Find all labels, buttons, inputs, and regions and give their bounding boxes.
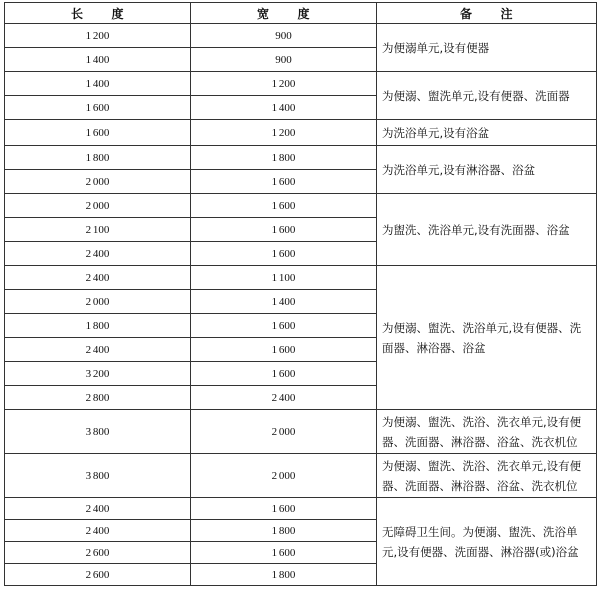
length-cell: 2 400 (5, 266, 191, 290)
length-cell: 2 000 (5, 170, 191, 194)
table-row (5, 24, 597, 48)
note-cell: 为便溺、盥洗、洗浴、洗衣单元,设有便器、洗面器、淋浴器、浴盆、洗衣机位 (377, 410, 597, 454)
table-row (5, 266, 597, 290)
table-row (5, 120, 597, 146)
width-cell: 1 600 (191, 242, 377, 266)
width-cell: 1 800 (191, 520, 377, 542)
length-cell: 3 800 (5, 454, 191, 498)
width-cell: 1 600 (191, 498, 377, 520)
width-cell: 1 400 (191, 290, 377, 314)
width-cell: 1 600 (191, 170, 377, 194)
length-cell: 3 200 (5, 362, 191, 386)
length-cell: 1 200 (5, 24, 191, 48)
header-row (5, 3, 597, 24)
table-body (5, 24, 597, 586)
note-cell: 为便溺单元,设有便器 (377, 24, 597, 72)
note-cell: 为便溺、盥洗、洗浴、洗衣单元,设有便器、洗面器、淋浴器、浴盆、洗衣机位 (377, 454, 597, 498)
width-cell: 900 (191, 48, 377, 72)
length-cell: 2 000 (5, 194, 191, 218)
length-cell: 2 400 (5, 338, 191, 362)
length-cell: 2 000 (5, 290, 191, 314)
width-cell: 900 (191, 24, 377, 48)
note-cell: 为盥洗、洗浴单元,设有洗面器、浴盆 (377, 194, 597, 266)
width-cell: 1 600 (191, 338, 377, 362)
length-cell: 2 100 (5, 218, 191, 242)
length-cell: 1 600 (5, 120, 191, 146)
width-cell: 1 600 (191, 218, 377, 242)
length-cell: 2 400 (5, 520, 191, 542)
header-length: 长 度 (5, 3, 191, 24)
note-cell: 为洗浴单元,设有浴盆 (377, 120, 597, 146)
length-cell: 1 400 (5, 48, 191, 72)
width-cell: 1 400 (191, 96, 377, 120)
table-row (5, 194, 597, 218)
width-cell: 1 800 (191, 564, 377, 586)
width-cell: 1 600 (191, 542, 377, 564)
width-cell: 1 600 (191, 362, 377, 386)
note-cell: 为便溺、盥洗、洗浴单元,设有便器、洗面器、淋浴器、浴盆 (377, 266, 597, 410)
length-cell: 2 600 (5, 542, 191, 564)
header-note: 备 注 (377, 3, 597, 24)
header-width: 宽 度 (191, 3, 377, 24)
length-cell: 1 600 (5, 96, 191, 120)
note-cell: 为洗浴单元,设有淋浴器、浴盆 (377, 146, 597, 194)
note-cell: 无障碍卫生间。为便溺、盥洗、洗浴单元,设有便器、洗面器、淋浴器(或)浴盆 (377, 498, 597, 586)
length-cell: 1 800 (5, 146, 191, 170)
length-cell: 2 400 (5, 242, 191, 266)
width-cell: 1 200 (191, 120, 377, 146)
table-row (5, 498, 597, 520)
width-cell: 1 200 (191, 72, 377, 96)
table-row (5, 72, 597, 96)
table-row (5, 454, 597, 498)
length-cell: 1 400 (5, 72, 191, 96)
width-cell: 1 600 (191, 194, 377, 218)
width-cell: 1 100 (191, 266, 377, 290)
length-cell: 1 800 (5, 314, 191, 338)
width-cell: 1 600 (191, 314, 377, 338)
width-cell: 2 000 (191, 410, 377, 454)
table-row (5, 410, 597, 454)
length-cell: 2 800 (5, 386, 191, 410)
width-cell: 1 800 (191, 146, 377, 170)
width-cell: 2 000 (191, 454, 377, 498)
length-cell: 2 600 (5, 564, 191, 586)
width-cell: 2 400 (191, 386, 377, 410)
table-row (5, 146, 597, 170)
bathroom-dimensions-table (4, 2, 597, 586)
note-cell: 为便溺、盥洗单元,设有便器、洗面器 (377, 72, 597, 120)
length-cell: 3 800 (5, 410, 191, 454)
length-cell: 2 400 (5, 498, 191, 520)
